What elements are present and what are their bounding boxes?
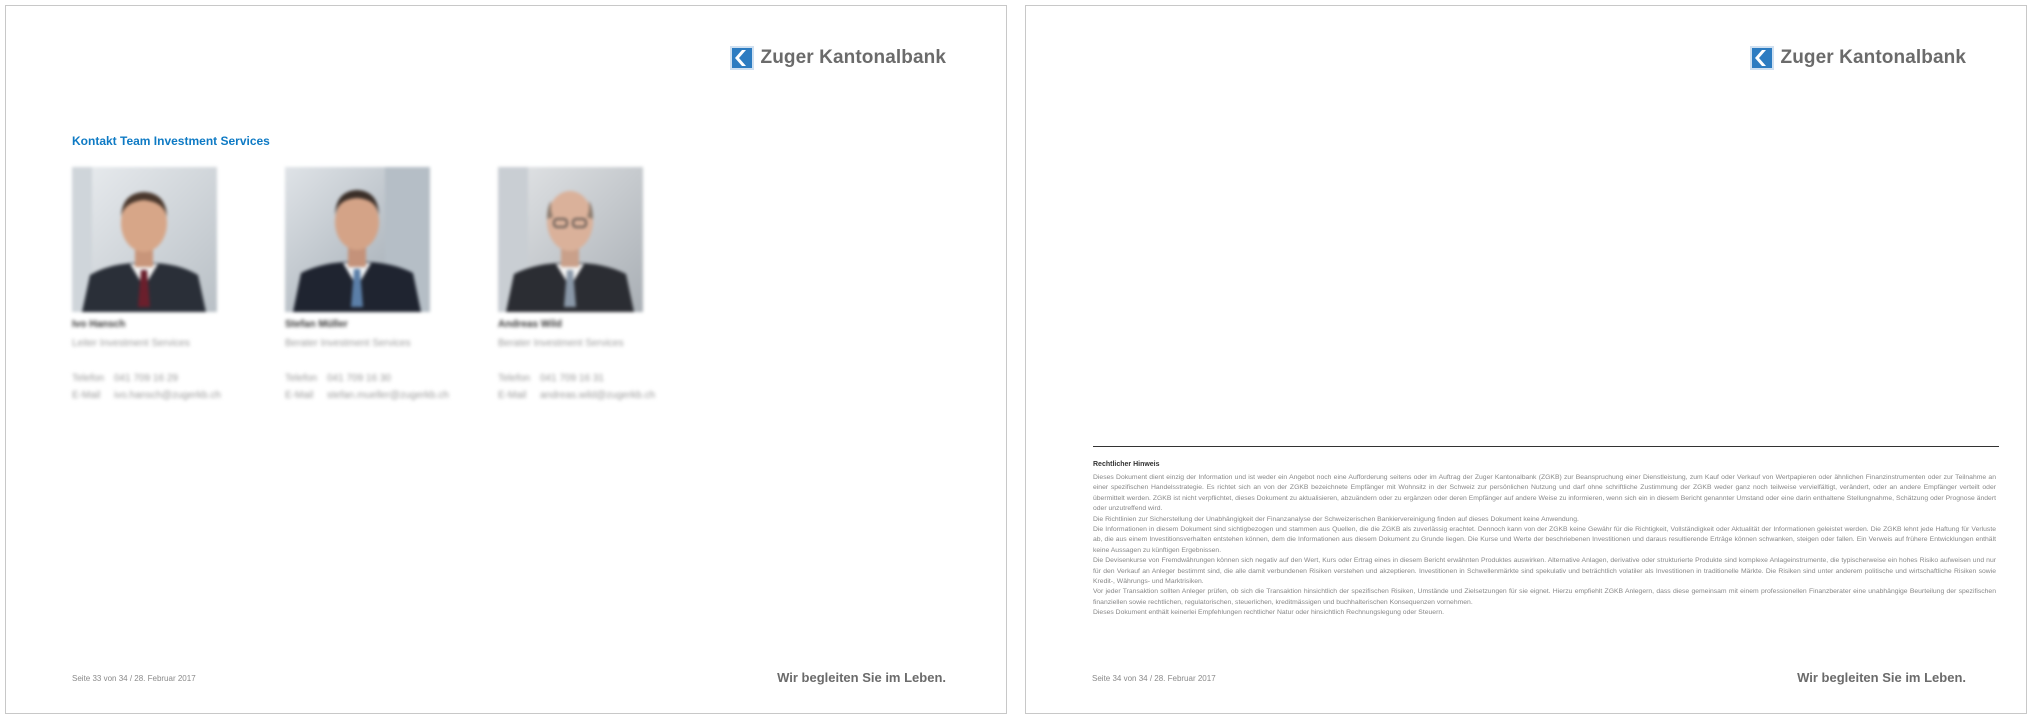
contact-phone — [72, 373, 178, 384]
phone-number: 041 709 16 29 — [114, 373, 178, 384]
phone-number: 041 709 16 30 — [327, 373, 391, 384]
legal-title: Rechtlicher Hinweis — [1093, 461, 1160, 468]
contact-email — [285, 390, 449, 401]
contact-name: Stefan Müller — [285, 319, 348, 330]
contact-email — [498, 390, 655, 401]
contact-role: Leiter Investment Services — [72, 338, 190, 349]
contact-photo — [498, 167, 643, 312]
document-page-34 — [1025, 5, 2027, 714]
zkb-logo-icon — [730, 46, 754, 70]
slogan: Wir begleiten Sie im Leben. — [777, 670, 946, 685]
slogan: Wir begleiten Sie im Leben. — [1797, 670, 1966, 685]
contact-phone — [498, 373, 604, 384]
legal-paragraph: Die Devisenkurse von Fremdwährungen können sich negativ auf den Wert, Kurs oder Ertrag eines in diesem Bericht erwähnten Produktes auswirken. Alternative Anlagen, derivative oder strukturierte Produkte sind komplexe Anlageinstrumente, die typischerweise ein hohes Risiko aufweisen und nur für den Verkauf an Anleger bestimmt sind, die alle damit verbundenen Risiken verstehen und akzeptieren. Investitionen in Schwellenmärkte sind spekulativ und beträchtlich volatiler als Investitionen in traditionelle Märkte. Die Risiken sind unter anderem politische und wirtschaftliche Risiken sowie Kredit-, Währungs- und Marktrisiken. — [1093, 557, 1996, 586]
legal-paragraph: Vor jeder Transaktion sollten Anleger prüfen, ob sich die Transaktion hinsichtlich der spezifischen Risiken, Umstände und Zielsetzungen für sie eignet. Hierzu empfiehlt ZGKB Anlegern, dass diese gemeinsam mit einem professionellen Finanzberater eine unabhängige Beurteilung der spezifischen finanziellen sowie rechtlichen, regulatorischen, steuerlichen, kreditmässigen und buchhalterischen Konsequenzen vornehmen. — [1093, 588, 1996, 606]
contact-name: Ivo Hansch — [72, 319, 126, 330]
bank-name: Zuger Kantonalbank — [1780, 47, 1966, 68]
page-footer-date: Seite 34 von 34 / 28. Februar 2017 — [1092, 674, 1216, 683]
legal-paragraph: Dieses Dokument enthält keinerlei Empfehlungen rechtlicher Natur oder hinsichtlich Rechnungslegung oder Steuern. — [1093, 609, 1444, 617]
phone-label: Telefon — [72, 373, 105, 384]
contact-phone — [285, 373, 391, 384]
divider — [1093, 446, 1999, 447]
email-label: E-Mail — [72, 390, 101, 401]
legal-paragraph: Dieses Dokument dient einzig der Information und ist weder ein Angebot noch eine Aufforderung seitens oder im Auftrag der Zuger Kantonalbank (ZGKB) zur Beanspruchung einer Dienstleistung, zum Kauf oder Verkauf von Wertpapieren oder ähnlichen Finanzinstrumenten oder zur Teilnahme an einer spezifischen Handelsstrategie. Es richtet sich an von der ZGKB bezeichnete Empfänger mit Wohnsitz in der Schweiz zur persönlichen Nutzung und darf ohne schriftliche Zustimmung der ZGKB weder ganz noch teilweise vervielfältigt, verändert, oder an andere Empfänger verteilt oder übermittelt werden. ZGKB ist nicht verpflichtet, dieses Dokument zu aktualisieren, abzuändern oder zu ergänzen oder deren Empfänger auf andere Weise zu informieren, wenn sich ein in diesem Bericht genannter Umstand oder eine darin enthaltene Stellungnahme, Schätzung oder Prognose ändert oder unzutreffend wird. — [1093, 474, 1996, 513]
contact-card — [498, 167, 688, 401]
section-title: Kontakt Team Investment Services — [72, 134, 270, 148]
email-label: E-Mail — [285, 390, 314, 401]
contact-role: Berater Investment Services — [285, 338, 411, 349]
phone-label: Telefon — [498, 373, 531, 384]
page-footer-date: Seite 33 von 34 / 28. Februar 2017 — [72, 674, 196, 683]
contact-email — [72, 390, 221, 401]
email-address[interactable]: andreas.wild@zugerkb.ch — [540, 390, 656, 401]
email-address[interactable]: ivo.hansch@zugerkb.ch — [114, 390, 221, 401]
bank-logo — [730, 46, 946, 70]
contact-photo — [285, 167, 430, 312]
contact-photo — [72, 167, 217, 312]
legal-paragraph: Die Richtlinien zur Sicherstellung der Unabhängigkeit der Finanzanalyse der Schweizerischen Bankiervereinigung finden auf dieses Dokument keine Anwendung. — [1093, 515, 1579, 523]
contact-name: Andreas Wild — [498, 319, 562, 330]
legal-paragraph: Die Informationen in diesem Dokument sind sichtigbezogen und stammen aus Quellen, die die ZGKB als zuverlässig erachtet. Dennoch kann von der ZGKB keine Gewähr für die Richtigkeit, Vollständigkeit oder Aktualität der Informationen geleistet werden. Die ZGKB lehnt jede Haftung für Verluste ab, die aus einem Investitionsverhalten entstehen können, dem die Informationen aus diesem Dokument zu Grunde liegen. Die Kurse und Werte der beschriebenen Investitionen und daraus resultierende Erträge können schwanken, steigen oder fallen. Ein Verweis auf frühere Entwicklungen enthält keine Aussagen zu künftigen Ergebnissen. — [1093, 526, 1996, 554]
contact-role: Berater Investment Services — [498, 338, 624, 349]
legal-notice — [1093, 473, 1996, 648]
phone-label: Telefon — [285, 373, 318, 384]
bank-logo — [1750, 46, 1966, 70]
zkb-logo-icon — [1750, 46, 1774, 70]
document-page-33 — [5, 5, 1007, 714]
phone-number: 041 709 16 31 — [540, 373, 604, 384]
contact-card — [285, 167, 475, 401]
email-address[interactable]: stefan.mueller@zugerkb.ch — [327, 390, 449, 401]
email-label: E-Mail — [498, 390, 527, 401]
contact-card — [72, 167, 262, 401]
bank-name: Zuger Kantonalbank — [760, 47, 946, 68]
